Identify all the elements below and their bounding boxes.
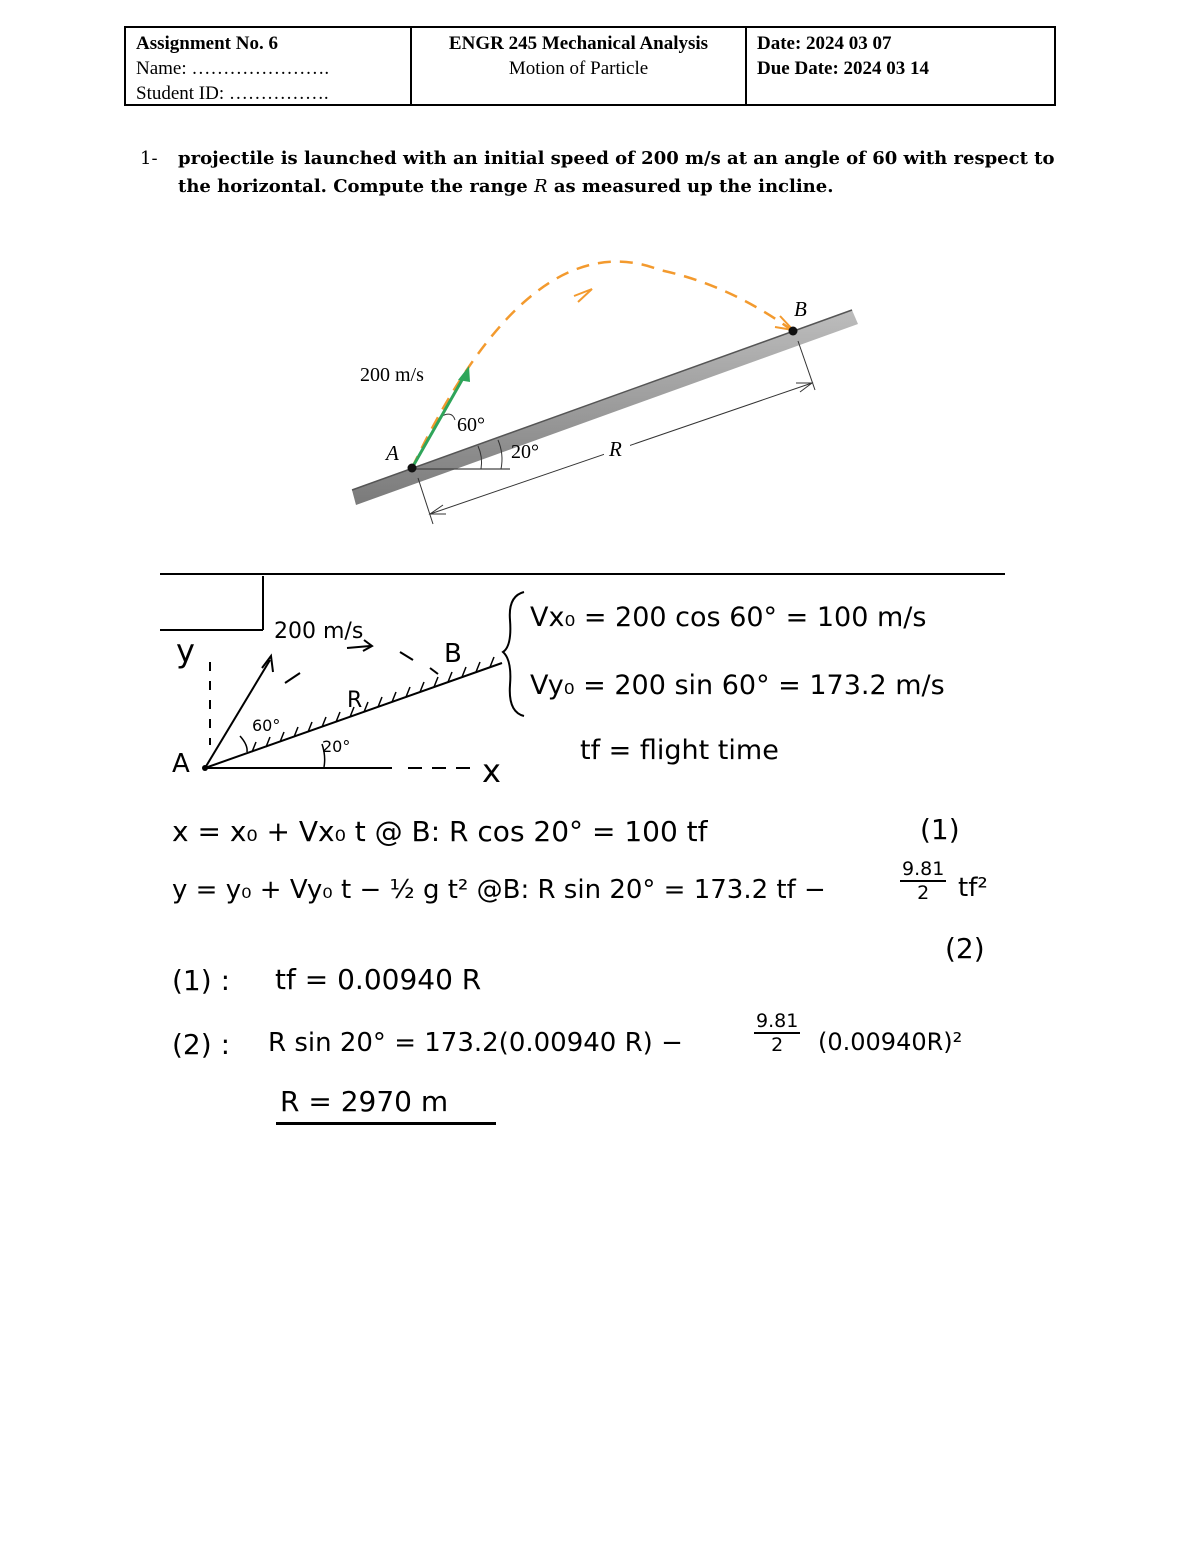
step-2-fraction [754, 1010, 800, 1056]
name-field: Name: …………………. [136, 58, 330, 79]
problem-text-main: projectile is launched with an initial speed of 200 m/s at an angle of 60 with respect to the horizontal. Compute the range [178, 148, 1055, 197]
incline-top-edge [352, 310, 852, 490]
sketch-range: R [347, 688, 363, 713]
x-equation: x = x₀ + Vx₀ t @ B: R cos 20° = 100 tf [172, 815, 708, 848]
point-a-dot [408, 464, 417, 473]
sketch-angle-60 [240, 736, 247, 752]
sketch-point-a-dot [202, 765, 208, 771]
hand-sketch [165, 600, 510, 790]
header-table [124, 26, 1056, 106]
problem-number: 1- [140, 148, 158, 169]
step-2-label: (2) : [172, 1028, 230, 1061]
student-id-field: Student ID: ……………. [136, 83, 329, 104]
point-b-label: B [794, 297, 807, 321]
sketch-x-label: x [482, 752, 501, 790]
step-2-fraction-numerator: 9.81 [756, 1010, 799, 1032]
sketch-y-label: y [176, 632, 195, 670]
step-1-label: (1) : [172, 964, 230, 997]
brace-shape [503, 592, 524, 716]
trajectory-arrow [574, 289, 592, 302]
range-witness-a [418, 478, 433, 524]
y-fraction-denominator: 2 [917, 882, 930, 904]
incline-surface [352, 310, 858, 505]
range-label: R [609, 437, 622, 461]
flight-time-definition: tf = flight time [580, 735, 779, 766]
sketch-angle-60-label: 60° [252, 716, 281, 735]
y-equation-fraction [900, 858, 946, 904]
assignment-number: Assignment No. 6 [136, 33, 278, 54]
sketch-angle-20-label: 20° [322, 737, 351, 756]
step-2-fraction-denominator: 2 [771, 1034, 784, 1056]
x-equation-number: (1) [920, 813, 960, 846]
problem-text-end: as measured up the incline. [553, 176, 834, 197]
velocity-y-component: Vy₀ = 200 sin 60° = 173.2 m/s [530, 670, 945, 701]
incline-figure [340, 260, 870, 550]
point-a-label: A [386, 441, 399, 465]
y-equation-number: (2) [945, 932, 985, 965]
velocity-arrowhead [458, 366, 470, 382]
y-equation-tail: tf² [958, 873, 988, 903]
header-course-cell [412, 28, 747, 104]
problem-statement [140, 145, 1070, 201]
launch-angle-label: 60° [457, 414, 485, 436]
y-fraction-numerator: 9.81 [902, 858, 945, 880]
problem-text [178, 145, 1070, 201]
sketch-point-a: A [172, 749, 190, 779]
step-2-tail: (0.00940R)² [818, 1028, 963, 1056]
sketch-speed: 200 m/s [274, 619, 364, 644]
speed-label: 200 m/s [360, 364, 424, 386]
sketch-velocity-vector [205, 660, 270, 768]
y-equation: y = y₀ + Vy₀ t − ½ g t² @B: R sin 20° = 173.2 tf − [172, 875, 826, 905]
course-title: ENGR 245 Mechanical Analysis [448, 33, 709, 54]
due-date: Due Date: 2024 03 14 [757, 58, 930, 79]
component-brace [500, 590, 530, 720]
velocity-x-component: Vx₀ = 200 cos 60° = 100 m/s [530, 602, 927, 633]
topic-title: Motion of Particle [508, 58, 649, 79]
header-student-cell [126, 28, 412, 104]
issue-date: Date: 2024 03 07 [757, 33, 892, 54]
final-result: R = 2970 m [280, 1085, 449, 1118]
sketch-incline [205, 663, 502, 768]
problem-variable: R [533, 176, 548, 197]
sketch-point-b: B [444, 639, 462, 669]
step-2-equation: R sin 20° = 173.2(0.00940 R) − [268, 1028, 683, 1058]
incline-angle-label: 20° [511, 441, 539, 463]
point-b-dot [789, 327, 798, 336]
header-date-cell [747, 28, 1054, 104]
step-1-result: tf = 0.00940 R [275, 963, 482, 996]
final-result-underline [276, 1122, 496, 1125]
sketch-trajectory [285, 646, 438, 683]
